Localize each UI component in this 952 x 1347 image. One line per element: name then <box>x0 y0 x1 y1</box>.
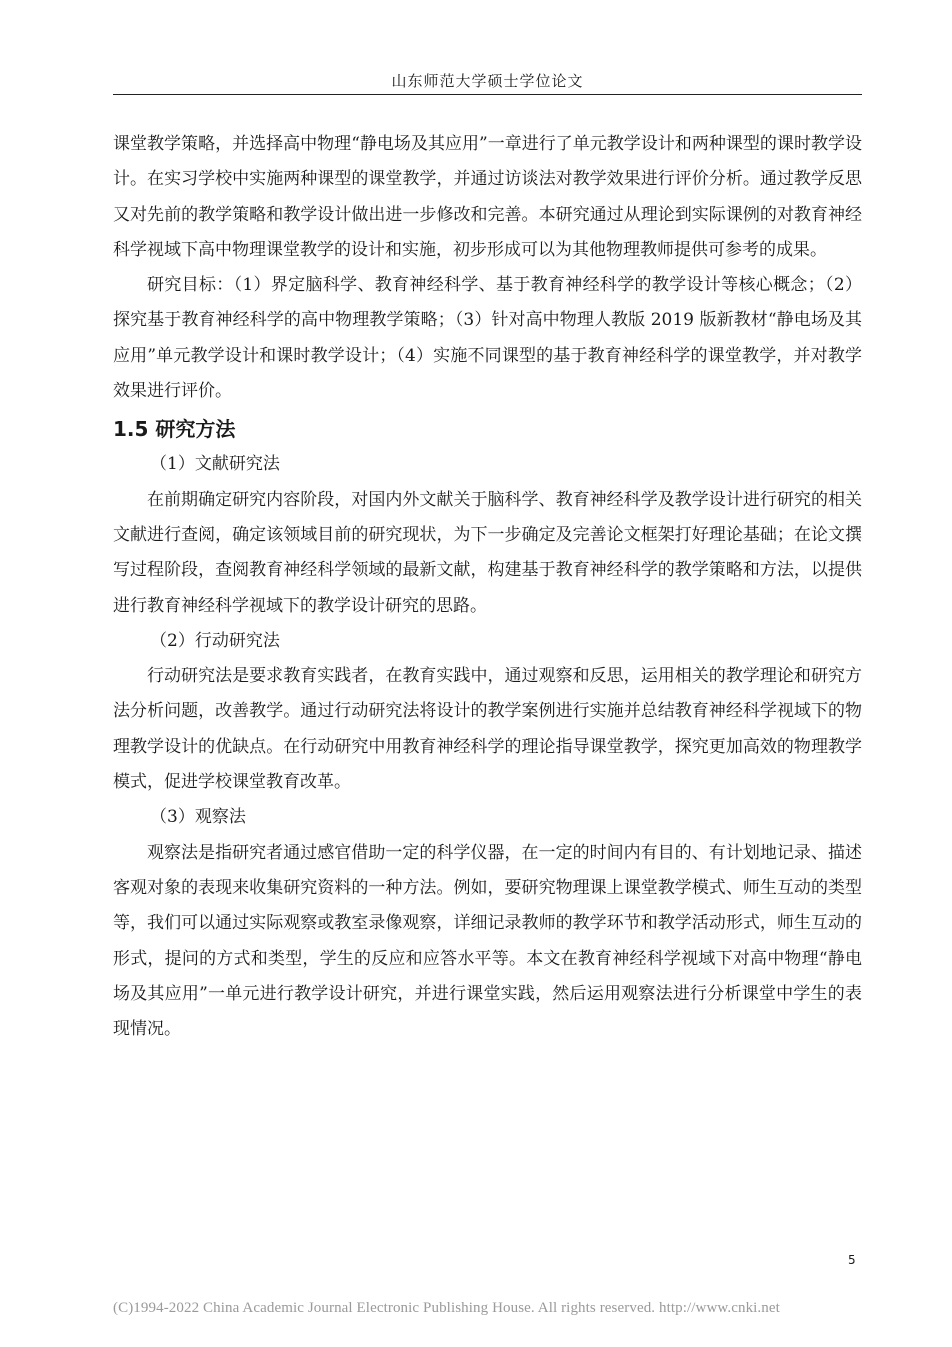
subheading-literature-method: （1）文献研究法 <box>150 454 280 475</box>
running-header: 山东师范大学硕士学位论文 <box>391 72 584 90</box>
paragraph-research-goals: 研究目标：（1）界定脑科学、教育神经科学、基于教育神经科学的教学设计等核心概念；（2）探究基于教育神经科学的高中物理教学策略；（3）针对高中物理人教版 2019 版新教材“静电场及其应用”单元教学设计和课时教学设计；（4）实施不同课型的基于教育神经科学的课堂教学，并对教学效果进行评价。 <box>113 275 862 402</box>
header-rule <box>113 94 862 95</box>
copyright-notice: (C)1994-2022 China Academic Journal Electronic Publishing House. All rights reserved. http://www.cnki.net <box>113 1300 780 1316</box>
page-body <box>113 127 862 1047</box>
section-heading: 1.5 研究方法 <box>113 417 236 442</box>
subheading-action-research: （2）行动研究法 <box>150 630 280 651</box>
paragraph-observation-method: 观察法是指研究者通过感官借助一定的科学仪器，在一定的时间内有目的、有计划地记录、描述客观对象的表现来收集研究资料的一种方法。例如，要研究物理课上课堂教学模式、师生互动的类型等，我们可以通过实际观察或教室录像观察，详细记录教师的教学环节和教学活动形式，师生互动的形式，提问的方式和类型，学生的反应和应答水平等。本文在教育神经科学视域下对高中物理“静电场及其应用”一单元进行教学设计研究，并进行课堂实践，然后运用观察法进行分析课堂中学生的表现情况。 <box>113 842 862 1040</box>
paragraph-literature-method: 在前期确定研究内容阶段，对国内外文献关于脑科学、教育神经科学及教学设计进行研究的相关文献进行查阅，确定该领域目前的研究现状，为下一步确定及完善论文框架打好理论基础；在论文撰写过程阶段，查阅教育神经科学领域的最新文献，构建基于教育神经科学的教学策略和方法，以提供进行教育神经科学视域下的教学设计研究的思路。 <box>113 489 862 616</box>
page-number: 5 <box>848 1253 856 1267</box>
paragraph-continued: 课堂教学策略，并选择高中物理“静电场及其应用”一章进行了单元教学设计和两种课型的课时教学设计。在实习学校中实施两种课型的课堂教学，并通过访谈法对教学效果进行评价分析。通过教学反思又对先前的教学策略和教学设计做出进一步修改和完善。本研究通过从理论到实际课例的对教育神经科学视域下高中物理课堂教学的设计和实施，初步形成可以为其他物理教师提供可参考的成果。 <box>113 134 862 260</box>
subheading-observation-method: （3）观察法 <box>150 807 246 828</box>
paragraph-action-research: 行动研究法是要求教育实践者，在教育实践中，通过观察和反思，运用相关的教学理论和研究方法分析问题，改善教学。通过行动研究法将设计的教学案例进行实施并总结教育神经科学视域下的物理教学设计的优缺点。在行动研究中用教育神经科学的理论指导课堂教学，探究更加高效的物理教学模式，促进学校课堂教育改革。 <box>113 666 862 793</box>
